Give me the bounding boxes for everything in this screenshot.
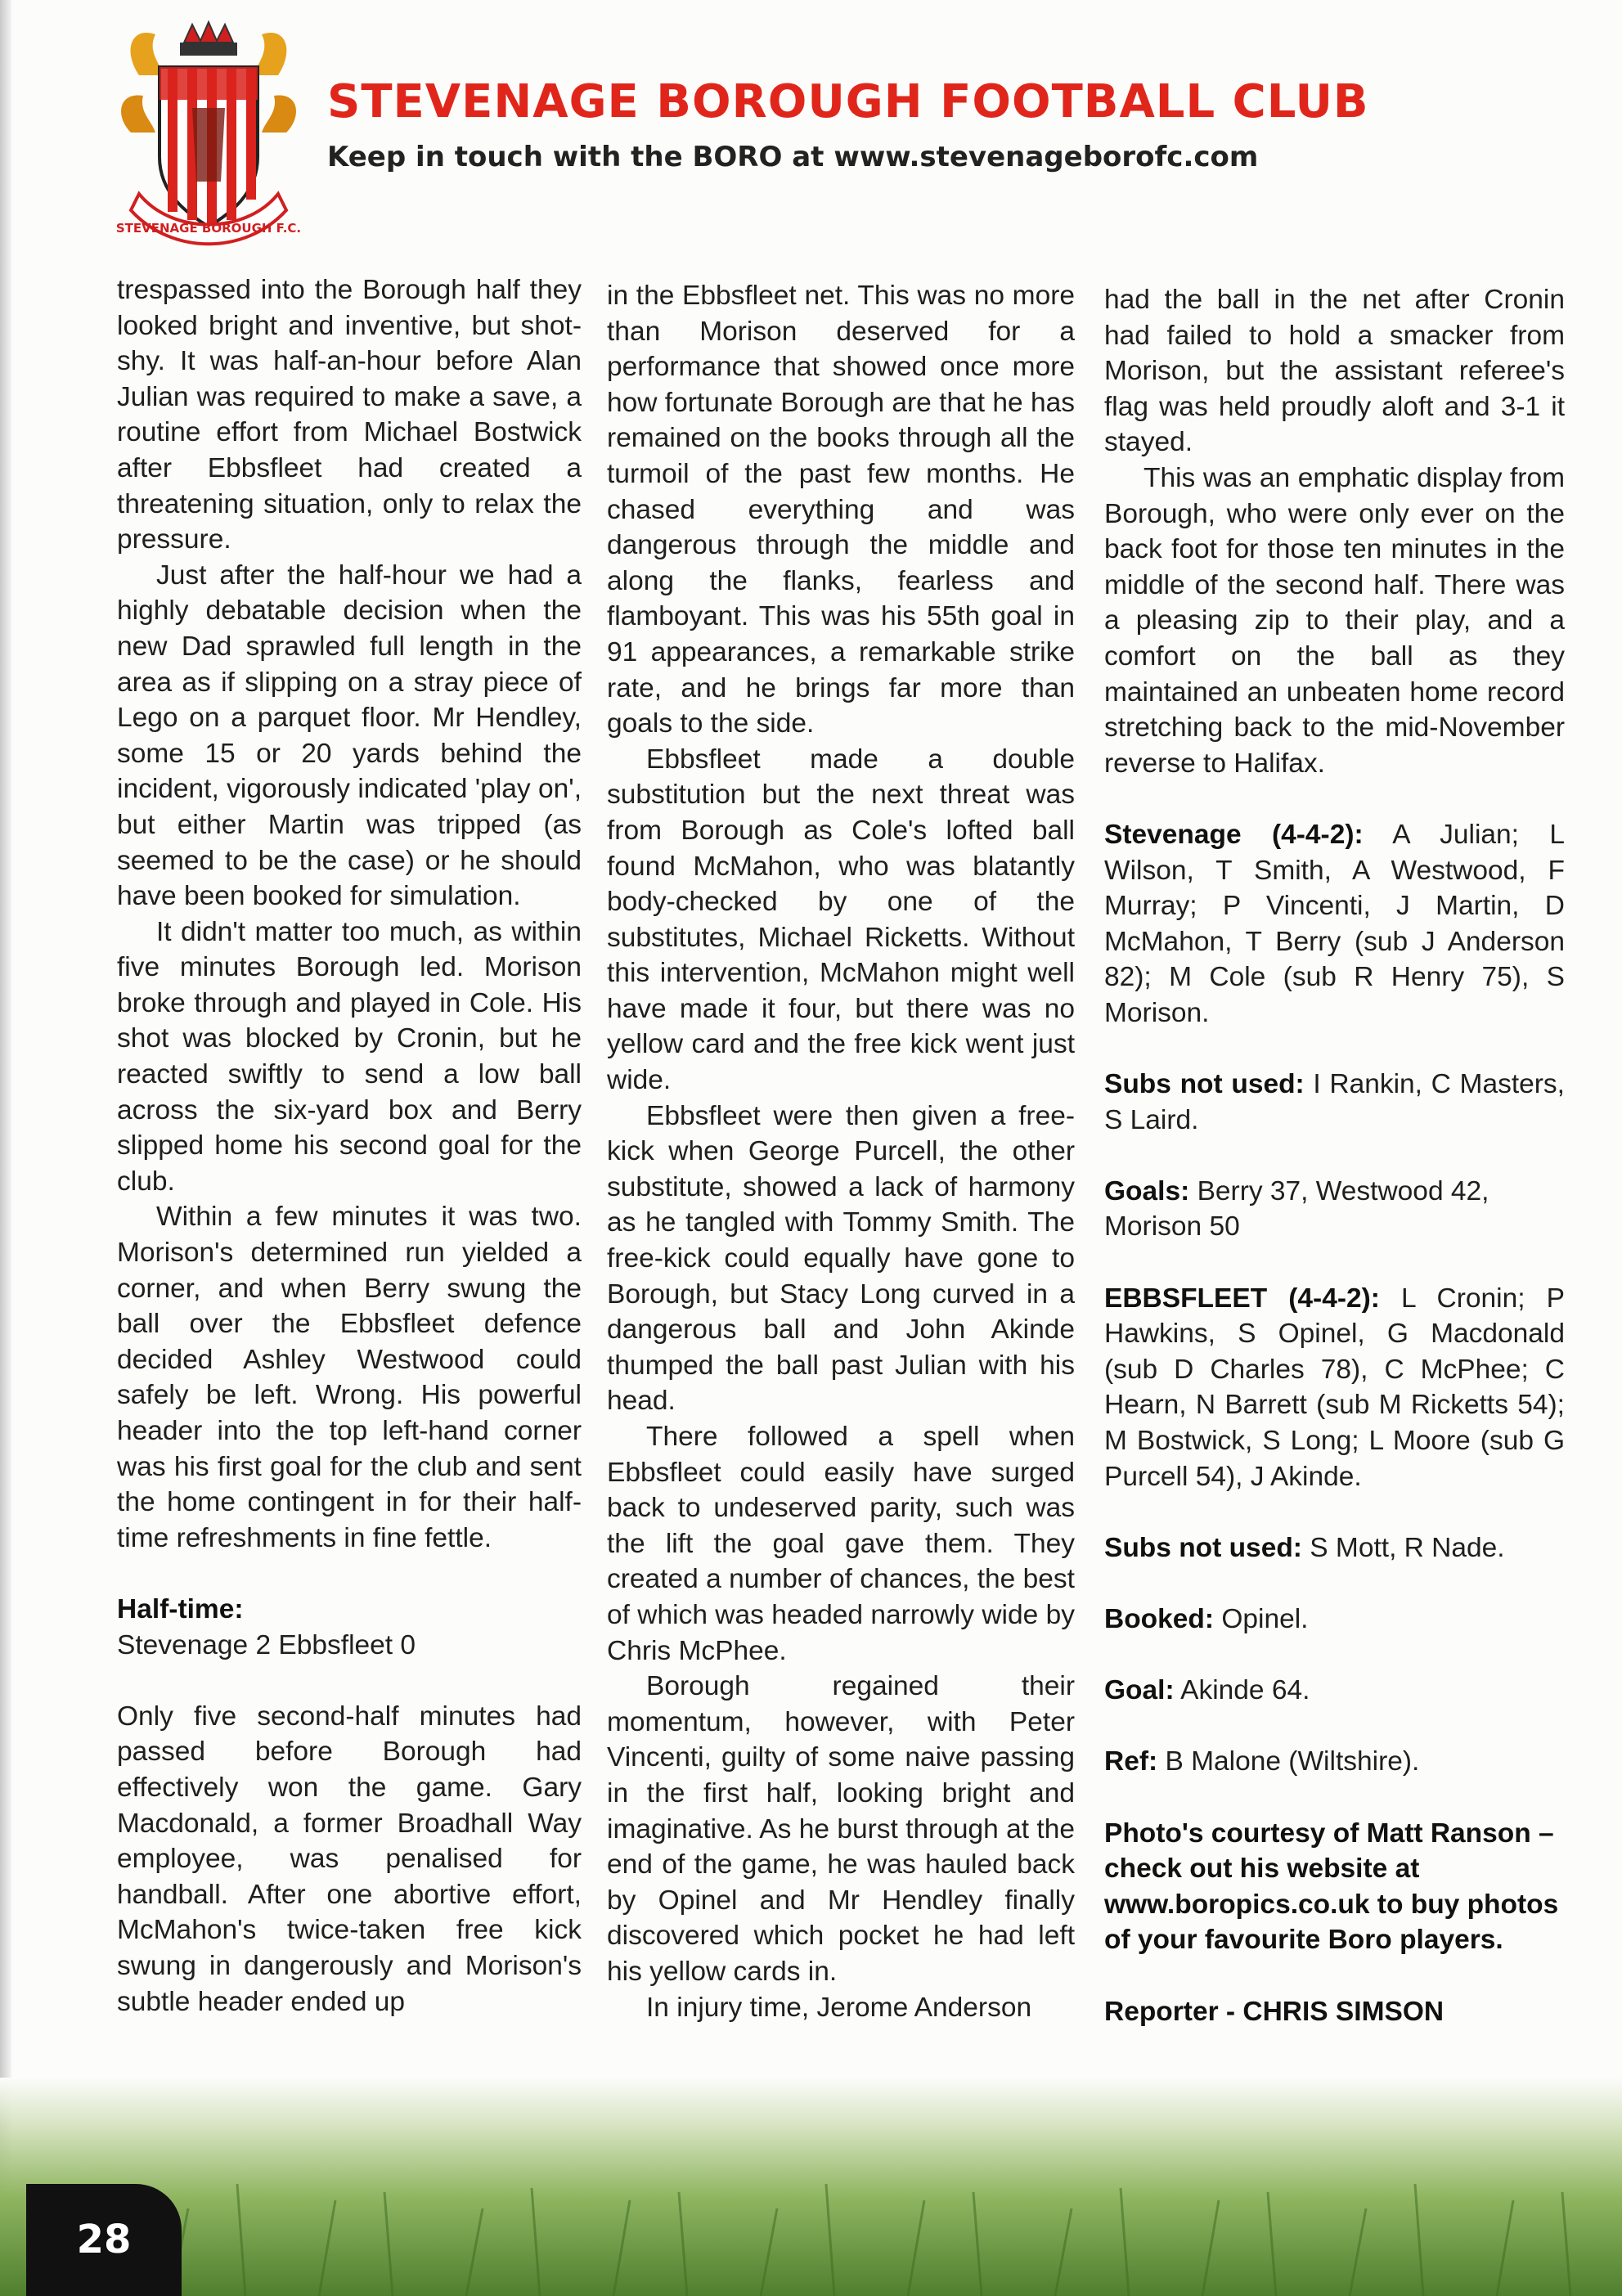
grass-blades (0, 2078, 1622, 2296)
reporter: Reporter - CHRIS SIMSON (1104, 1996, 1445, 2027)
booked (1104, 1602, 1565, 1638)
goals-label: Goals: (1104, 1175, 1190, 1206)
column2-paragraph-3: Ebbsfleet were then given a free-kick when George Purcell, the other substitute, showed a lack of harmony as he tangled with Tommy Smith. The free-kick could equally have gone to Borough, but Stacy Long curved in a dangerous ball and John Akinde thumped the ball past Julian with his head. (607, 1100, 1075, 1417)
column2-paragraph-4: There followed a spell when Ebbsfleet could easily have surged back to undeserved parity, such was the lift the goal gave them. They created a number of chances, the best of which was headed narrowly wide by Chris McPhee. (607, 1422, 1075, 1666)
stevenage-subs-label: Subs not used: (1104, 1069, 1305, 1100)
photo-credit: Photo's courtesy of Matt Ranson – check out his website at www.boropics.co.uk to buy photos of your favourite Boro players. (1104, 1817, 1559, 1956)
column2-paragraph-1: in the Ebbsfleet net. This was no more than Morison deserved for a performance that showed once more how fortunate Borough are that he has remained on the books through all the turmoil of the past few months. He chased everything and was dangerous through the middle and along the flanks, fearless and flamboyant. This was his 55th goal in 91 appearances, a remarkable strike rate, and he brings far more than goals to the side. (607, 281, 1075, 739)
column1-paragraph-4: Within a few minutes it was two. Morison's determined run yielded a corner, and when Berry swung the ball over the Ebbsfleet defence decided Ashley Westwood could safely be left. Wrong. His powerful header into the top left-hand corner was his first goal for the club and sent the home contingent in for their half-time refreshments in fine fettle. (117, 1202, 582, 1553)
club-title: STEVENAGE BOROUGH FOOTBALL CLUB (327, 75, 1369, 128)
grass-footer-decoration (0, 2078, 1622, 2296)
goal-label: Goal: (1104, 1675, 1175, 1706)
ebbsfleet-lineup-label: EBBSFLEET (4-4-2): (1104, 1283, 1380, 1314)
stevenage-subs-text: I Rankin, C Masters, S Laird. (1104, 1069, 1565, 1135)
page-number: 28 (26, 2184, 182, 2296)
stevenage-lineup-label: Stevenage (4-4-2): (1104, 819, 1364, 850)
page-edge (0, 0, 11, 2296)
tagline-text: Keep in touch with the BORO at (327, 141, 824, 173)
stevenage-subs (1104, 1067, 1565, 1138)
stevenage-goals (1104, 1174, 1565, 1245)
club-website-link[interactable]: www.stevenageborofc.com (833, 141, 1259, 173)
ebbsfleet-goal (1104, 1673, 1565, 1709)
goal-text: Akinde 64. (1180, 1675, 1310, 1706)
goals-text: Berry 37, Westwood 42, Morison 50 (1104, 1175, 1489, 1242)
booked-label: Booked: (1104, 1603, 1214, 1634)
ref-label: Ref: (1104, 1746, 1158, 1777)
article-column-2 (607, 278, 1075, 2025)
crest-text: STEVENAGE BOROUGH F.C. (115, 221, 302, 236)
ebbsfleet-subs-label: Subs not used: (1104, 1532, 1302, 1563)
tagline (327, 141, 1258, 173)
halftime-score: Stevenage 2 Ebbsfleet 0 (117, 1629, 416, 1660)
column2-paragraph-2: Ebbsfleet made a double substitution but the next threat was from Borough as Cole's lofted ball found McMahon, who was blatantly body-checked by one of the substitutes, Michael Ricketts. Without this intervention, McMahon might well have made it four, but there was no yellow card and the free kick went just wide. (607, 744, 1075, 1096)
stevenage-lineup-text: A Julian; L Wilson, T Smith, A Westwood, F Murray; P Vincenti, J Martin, D McMahon, T Berry (sub J Anderson 82); M Cole (sub R Henry 75), S Morison. (1104, 819, 1566, 1028)
ebbsfleet-subs-text: S Mott, R Nade. (1310, 1532, 1505, 1563)
article-column-3 (1104, 282, 1565, 2029)
column1-paragraph-2: Just after the half-hour we had a highly debatable decision when the new Dad sprawled full length in the area as if slipping on a stray piece of Lego on a parquet floor. Mr Hendley, some 15 or 20 yards behind the incident, vigorously indicated 'play on', but either Martin was tripped (as seemed to be the case) or he should have been booked for simulation. (117, 559, 582, 912)
ebbsfleet-lineup (1104, 1281, 1565, 1495)
column3-paragraph-2: This was an emphatic display from Borough, who were only ever on the back foot for those ten minutes in the middle of the second half. There was a pleasing zip to their play, and a comfort on the ball as they maintained an unbeaten home record stretching back to the mid-November reverse to Halifax. (1104, 462, 1565, 779)
referee (1104, 1744, 1565, 1780)
halftime-label: Half-time: (117, 1593, 244, 1624)
column1-paragraph-5: Only five second-half minutes had passed before Borough had effectively won the game. Gary Macdonald, a former Broadhall Way employee, was penalised for handball. After one abortive effort, McMahon's twice-taken free kick swung in dangerously and Morison's subtle header ended up (117, 1701, 582, 2017)
column1-paragraph-1: trespassed into the Borough half they looked bright and inventive, but shot-shy. It was half-an-hour before Alan Julian was required to make a save, a routine effort from Michael Bostwick after Ebbsfleet had created a threatening situation, only to relax the pressure. (117, 275, 582, 555)
column2-paragraph-6: In injury time, Jerome Anderson (646, 1992, 1032, 2023)
ebbsfleet-subs (1104, 1530, 1565, 1566)
stevenage-lineup (1104, 817, 1565, 1031)
column1-paragraph-3: It didn't matter too much, as within five minutes Borough led. Morison broke through and played in Cole. His shot was blocked by Cronin, but he reacted swiftly to send a low ball across the six-yard box and Berry slipped home his second goal for the club. (117, 916, 582, 1197)
article-column-1 (117, 272, 582, 2020)
ref-text: B Malone (Wiltshire). (1165, 1746, 1420, 1777)
club-crest-logo (115, 18, 303, 255)
ebbsfleet-lineup-text: L Cronin; P Hawkins, S Opinel, G Macdonald (sub D Charles 78), C McPhee; C Hearn, N Barrett (sub M Ricketts 54); M Bostwick, S Long; L Moore (sub G Purcell 54), J Akinde. (1104, 1283, 1565, 1492)
booked-text: Opinel. (1221, 1603, 1309, 1634)
column3-paragraph-1: had the ball in the net after Cronin had failed to hold a smacker from Morison, but the assistant referee's flag was held proudly aloft and 3-1 it stayed. (1104, 285, 1565, 458)
column2-paragraph-5: Borough regained their momentum, however, with Peter Vincenti, guilty of some naive passing in the first half, looking bright and imaginative. As he burst through at the end of the game, he was hauled back by Opinel and Mr Hendley finally discovered which pocket he had left his yellow cards in. (607, 1671, 1075, 1987)
